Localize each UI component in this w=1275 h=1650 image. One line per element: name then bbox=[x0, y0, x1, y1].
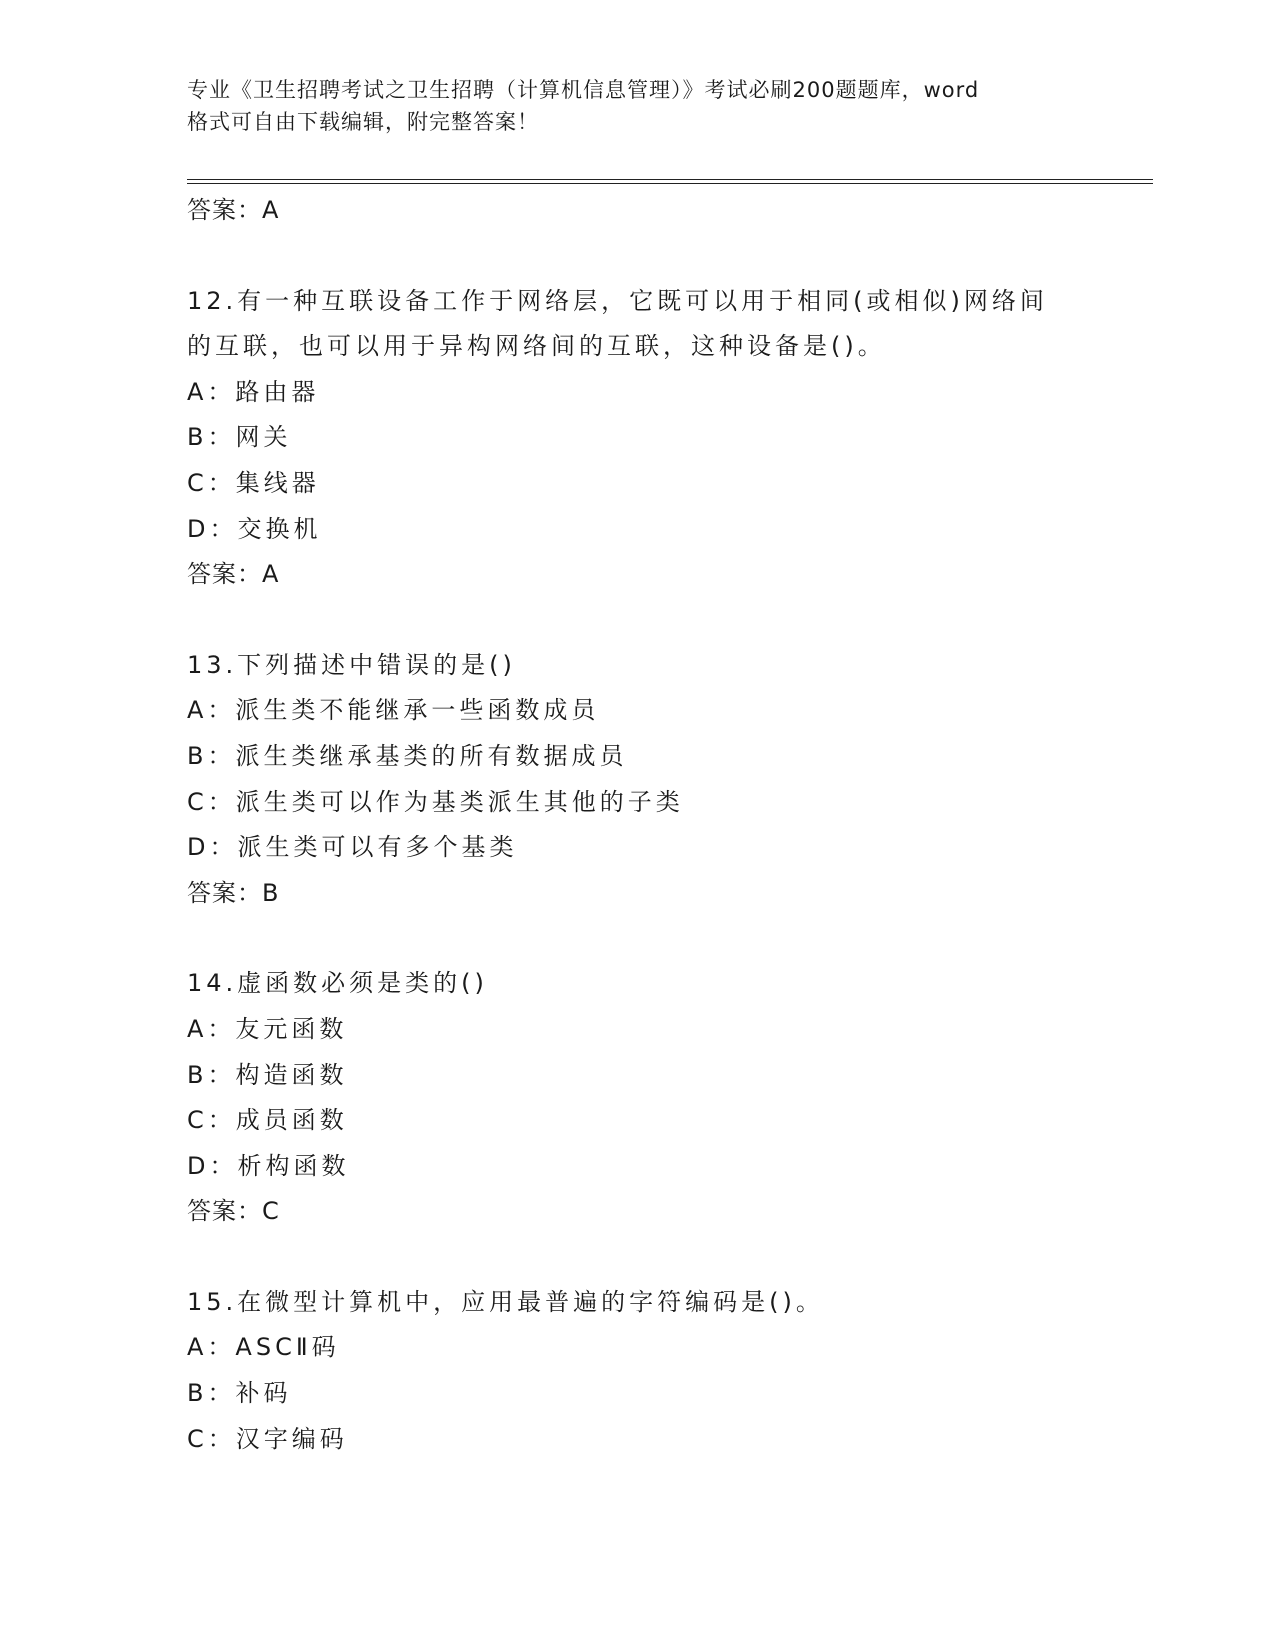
answer-line: 答案：B bbox=[187, 878, 280, 907]
question-stem-cont: 的互联，也可以用于异构网络间的互联，这种设备是()。 bbox=[187, 332, 886, 361]
option-b: B：补码 bbox=[187, 1379, 292, 1408]
question-block bbox=[187, 1280, 1087, 1462]
document-body bbox=[187, 188, 1087, 1462]
answer-line: 答案：A bbox=[187, 560, 280, 589]
option-c: C：派生类可以作为基类派生其他的子类 bbox=[187, 787, 684, 816]
question-stem: 12.有一种互联设备工作于网络层，它既可以用于相同(或相似)网络间 bbox=[187, 286, 1048, 315]
question-stem: 14.虚函数必须是类的() bbox=[187, 969, 488, 998]
question-block bbox=[187, 279, 1087, 598]
option-d: D：析构函数 bbox=[187, 1151, 350, 1180]
option-a: A：友元函数 bbox=[187, 1014, 348, 1043]
option-a: A：ASCⅡ码 bbox=[187, 1333, 340, 1362]
option-a: A：路由器 bbox=[187, 377, 320, 406]
question-stem: 13.下列描述中错误的是() bbox=[187, 650, 516, 679]
option-c: C：成员函数 bbox=[187, 1106, 348, 1135]
option-a: A：派生类不能继承一些函数成员 bbox=[187, 696, 600, 725]
answer-line: 答案：A bbox=[187, 196, 280, 224]
question-stem: 15.在微型计算机中，应用最普遍的字符编码是()。 bbox=[187, 1287, 824, 1316]
spacer bbox=[187, 598, 1087, 643]
header-line-1: 专业《卫生招聘考试之卫生招聘（计算机信息管理）》考试必刷200题题库，word bbox=[187, 78, 980, 102]
option-d: D：派生类可以有多个基类 bbox=[187, 833, 518, 862]
option-c: C：集线器 bbox=[187, 468, 320, 497]
header-divider-top bbox=[187, 179, 1153, 180]
spacer bbox=[187, 916, 1087, 961]
question-block bbox=[187, 643, 1087, 917]
header-line-2: 格式可自由下载编辑，附完整答案！ bbox=[187, 110, 539, 134]
answer-line: 答案：C bbox=[187, 1197, 280, 1226]
header-divider-bottom bbox=[187, 183, 1153, 184]
option-b: B：构造函数 bbox=[187, 1060, 348, 1089]
option-b: B：派生类继承基类的所有数据成员 bbox=[187, 741, 628, 770]
option-b: B：网关 bbox=[187, 423, 292, 452]
spacer bbox=[187, 1235, 1087, 1280]
spacer bbox=[187, 234, 1087, 279]
document-header bbox=[187, 74, 1087, 138]
option-d: D：交换机 bbox=[187, 514, 322, 543]
question-block bbox=[187, 961, 1087, 1235]
option-c: C：汉字编码 bbox=[187, 1424, 348, 1453]
